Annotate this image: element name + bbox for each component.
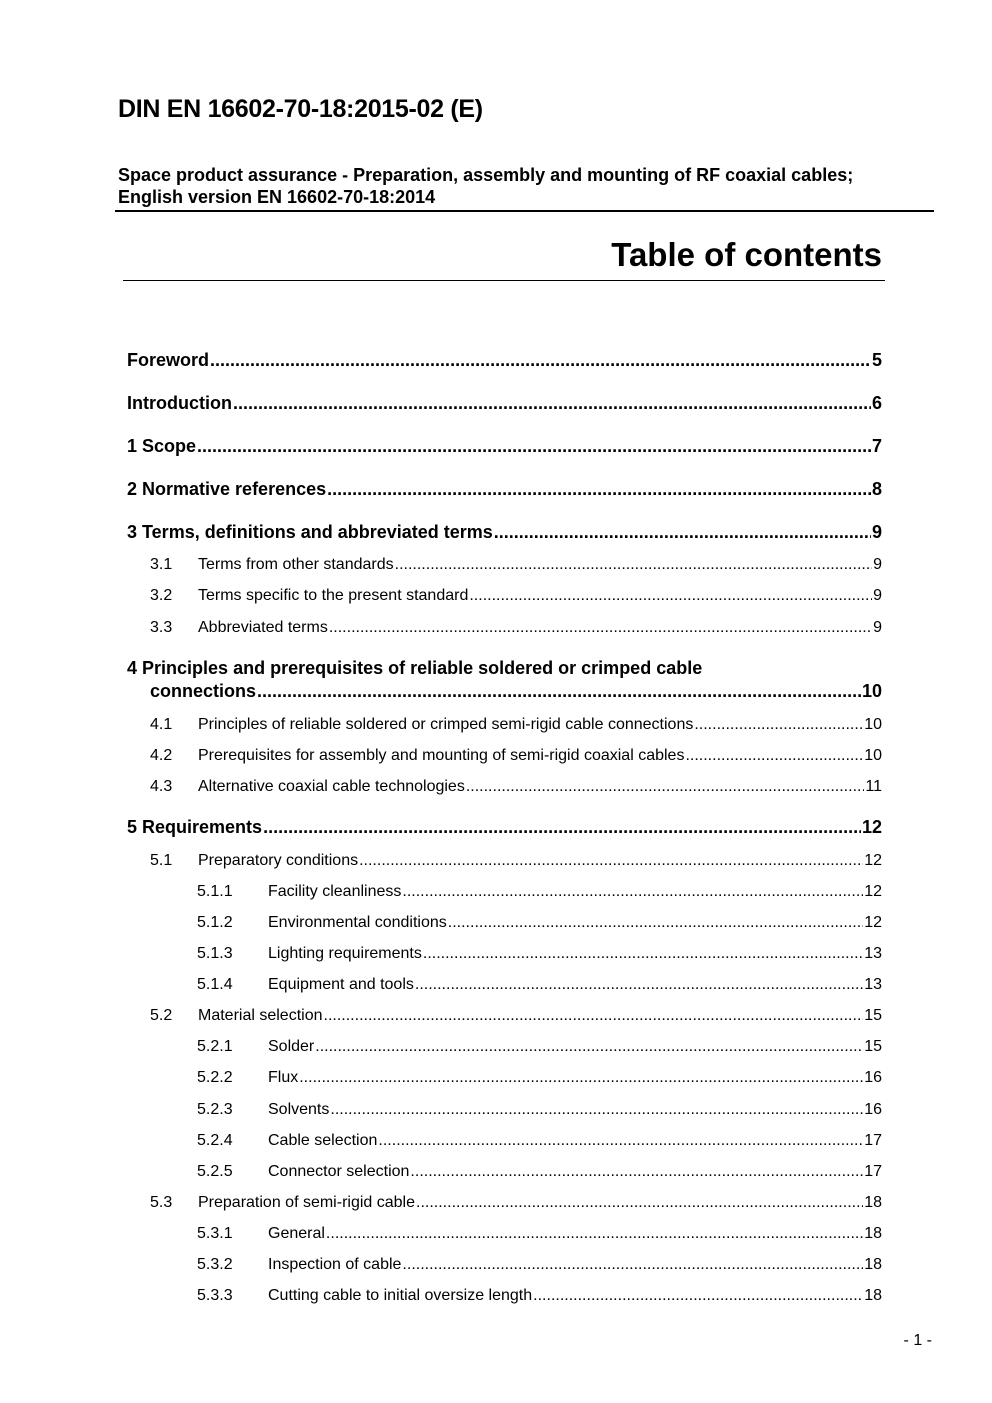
toc-leader <box>210 350 871 371</box>
toc-entry[interactable] <box>127 479 882 500</box>
toc-entry-number: 5.3 <box>150 1194 173 1211</box>
toc-leader <box>327 479 871 500</box>
toc-entry-number: 5.1.3 <box>197 945 233 962</box>
toc-entry-page: 18 <box>864 1225 882 1242</box>
toc-leader <box>329 619 872 637</box>
toc-leader <box>315 1038 863 1056</box>
toc-entry-page: 12 <box>864 914 882 931</box>
toc-leader <box>257 681 861 702</box>
toc-entry-title: Terms, definitions and abbreviated terms <box>142 522 493 542</box>
page-number: - 1 - <box>903 1332 932 1349</box>
toc-entry[interactable] <box>150 747 882 765</box>
toc-entry[interactable] <box>197 1256 882 1274</box>
toc-entry-title: Normative references <box>142 479 327 499</box>
toc-entry-title-continuation: connections <box>150 681 257 701</box>
toc-entry-number: 5.2.1 <box>197 1038 233 1055</box>
toc-entry-page: 6 <box>871 393 882 413</box>
toc-entry[interactable] <box>150 556 882 574</box>
toc-leader <box>402 883 863 901</box>
toc-leader <box>415 976 863 994</box>
toc-entry-page: 13 <box>864 945 882 962</box>
toc-entry[interactable] <box>127 393 882 414</box>
toc-leader <box>378 1132 863 1150</box>
toc-leader <box>694 716 863 734</box>
toc-entry[interactable] <box>127 436 882 457</box>
toc-entry-page: 9 <box>871 522 882 542</box>
document-id: DIN EN 16602-70-18:2015-02 (E) <box>118 95 483 123</box>
toc-entry-number: 5.2.4 <box>197 1132 233 1149</box>
toc-leader <box>448 914 863 932</box>
toc-entry-page: 18 <box>864 1256 882 1273</box>
toc-entry-title: Principles and prerequisites of reliable soldered or crimped cable <box>142 658 703 678</box>
toc-leader <box>233 393 871 414</box>
toc-leader <box>324 1007 864 1025</box>
toc-entry[interactable] <box>127 350 882 371</box>
toc-entry[interactable] <box>197 1038 882 1056</box>
toc-entry[interactable] <box>127 522 882 543</box>
toc-leader <box>197 436 871 457</box>
toc-entry-page: 18 <box>864 1194 882 1211</box>
toc-entry-number: 4.3 <box>150 778 173 795</box>
toc-entry-number: 5 <box>127 817 138 837</box>
toc-entry-page: 10 <box>864 716 882 733</box>
toc-entry[interactable] <box>197 883 882 901</box>
toc-entry-page: 8 <box>871 479 882 499</box>
toc-entry[interactable] <box>150 587 882 605</box>
toc-entry-title: Environmental conditions <box>268 914 447 931</box>
toc-entry[interactable] <box>150 619 882 637</box>
toc-entry-number: 5.3.1 <box>197 1225 233 1242</box>
toc-leader <box>685 747 863 765</box>
toc-entry-title: Alternative coaxial cable technologies <box>198 778 465 795</box>
toc-leader <box>299 1069 863 1087</box>
toc-entry-title: Foreword <box>127 350 210 370</box>
toc-entry-title: Equipment and tools <box>268 976 414 993</box>
toc-entry[interactable] <box>150 852 882 870</box>
toc-entry-page: 9 <box>873 587 882 604</box>
toc-entry-number: 4 <box>127 658 138 678</box>
toc-entry-title: Terms specific to the present standard <box>198 587 469 604</box>
toc-entry-number: 3.2 <box>150 587 173 604</box>
toc-entry-title: Solvents <box>268 1101 330 1118</box>
toc-entry-number: 5.1.2 <box>197 914 233 931</box>
toc-leader <box>395 556 872 574</box>
toc-entry-number: 3.1 <box>150 556 173 573</box>
toc-entry-title: Preparation of semi-rigid cable <box>198 1194 415 1211</box>
toc-entry-title: Material selection <box>198 1007 323 1024</box>
toc-leader <box>533 1287 863 1305</box>
toc-entry-page: 12 <box>864 883 882 900</box>
toc-entry-title: Requirements <box>142 817 263 837</box>
toc-entry-page: 12 <box>864 852 882 869</box>
toc-leader <box>469 587 872 605</box>
toc-entry-title: Introduction <box>127 393 232 413</box>
toc-leader <box>402 1256 863 1274</box>
toc-entry-page: 16 <box>864 1069 882 1086</box>
toc-entry-title: Terms from other standards <box>198 556 394 573</box>
toc-entry-number: 5.3.3 <box>197 1287 233 1304</box>
toc-leader <box>359 852 863 870</box>
toc-entry[interactable] <box>150 716 882 734</box>
toc-entry-title: Lighting requirements <box>268 945 422 962</box>
toc-entry-title: Cutting cable to initial oversize length <box>268 1287 533 1304</box>
toc-entry[interactable] <box>197 1132 882 1150</box>
toc-entry-title: Principles of reliable soldered or crimped semi-rigid cable connections <box>198 716 694 733</box>
toc-entry-number: 5.1 <box>150 852 173 869</box>
toc-leader <box>330 1101 863 1119</box>
toc-entry-page: 7 <box>871 436 882 456</box>
toc-entry[interactable] <box>197 976 882 994</box>
toc-entry-page: 9 <box>873 619 882 636</box>
toc-entry-number: 4.1 <box>150 716 173 733</box>
toc-entry-page: 18 <box>864 1287 882 1304</box>
toc-entry[interactable] <box>150 681 882 702</box>
toc-entry-title: Solder <box>268 1038 315 1055</box>
toc-entry-number: 3.3 <box>150 619 173 636</box>
toc-entry-number: 5.2 <box>150 1007 173 1024</box>
toc-heading: Table of contents <box>611 236 882 273</box>
toc-entry[interactable] <box>197 1163 882 1181</box>
toc-entry[interactable] <box>197 1101 882 1119</box>
toc-entry-page: 17 <box>864 1132 882 1149</box>
toc-entry-page: 13 <box>864 976 882 993</box>
toc-entry-title: Scope <box>142 436 197 456</box>
toc-entry-title: Flux <box>268 1069 299 1086</box>
toc-entry[interactable] <box>197 1225 882 1243</box>
toc-entry[interactable] <box>197 1287 882 1305</box>
toc-entry[interactable] <box>197 1069 882 1087</box>
toc-entry-number: 2 <box>127 479 138 499</box>
toc-leader <box>423 945 863 963</box>
toc-entry-title: Connector selection <box>268 1163 410 1180</box>
toc-entry-number: 4.2 <box>150 747 173 764</box>
toc-entry[interactable] <box>150 1007 882 1025</box>
toc-entry-title: Abbreviated terms <box>198 619 328 636</box>
toc-entry-number: 5.2.3 <box>197 1101 233 1118</box>
toc-entry-page: 16 <box>864 1101 882 1118</box>
toc-entry-page: 15 <box>864 1038 882 1055</box>
toc-entry-title: Preparatory conditions <box>198 852 359 869</box>
toc-entry-title: General <box>268 1225 325 1242</box>
toc-entry-title: Prerequisites for assembly and mounting of semi-rigid coaxial cables <box>198 747 685 764</box>
toc-entry-number: 5.2.2 <box>197 1069 233 1086</box>
toc-entry-page: 15 <box>864 1007 882 1024</box>
toc-entry-page: 10 <box>861 681 882 701</box>
toc-entry[interactable] <box>150 1194 882 1212</box>
toc-entry-title: Cable selection <box>268 1132 378 1149</box>
toc-entry-page: 5 <box>871 350 882 370</box>
toc-entry-first-line[interactable] <box>127 658 702 679</box>
toc-entry[interactable] <box>197 914 882 932</box>
toc-entry[interactable] <box>197 945 882 963</box>
toc-leader <box>466 778 865 796</box>
toc-leader <box>263 817 861 838</box>
toc-entry-number: 5.3.2 <box>197 1256 233 1273</box>
toc-entry-number: 3 <box>127 522 138 542</box>
toc-entry-number: 1 <box>127 436 138 456</box>
toc-entry-page: 17 <box>864 1163 882 1180</box>
toc-leader <box>416 1194 863 1212</box>
toc-entry-number: 5.2.5 <box>197 1163 233 1180</box>
toc-leader <box>410 1163 863 1181</box>
toc-entry[interactable] <box>150 778 882 796</box>
toc-entry-page: 12 <box>861 817 882 837</box>
toc-entry-title: Inspection of cable <box>268 1256 402 1273</box>
document-subtitle: Space product assurance - Preparation, assembly and mounting of RF coaxial cables; English version EN 16602-70-18:2014 <box>118 165 854 207</box>
toc-leader <box>326 1225 863 1243</box>
toc-entry-number: 5.1.1 <box>197 883 233 900</box>
toc-entry-number: 5.1.4 <box>197 976 233 993</box>
toc-leader <box>494 522 871 543</box>
toc-entry-page: 11 <box>865 778 882 795</box>
toc-entry-title: Facility cleanliness <box>268 883 402 900</box>
toc-entry-page: 9 <box>873 556 882 573</box>
toc-entry[interactable] <box>127 817 882 838</box>
toc-entry-page: 10 <box>864 747 882 764</box>
